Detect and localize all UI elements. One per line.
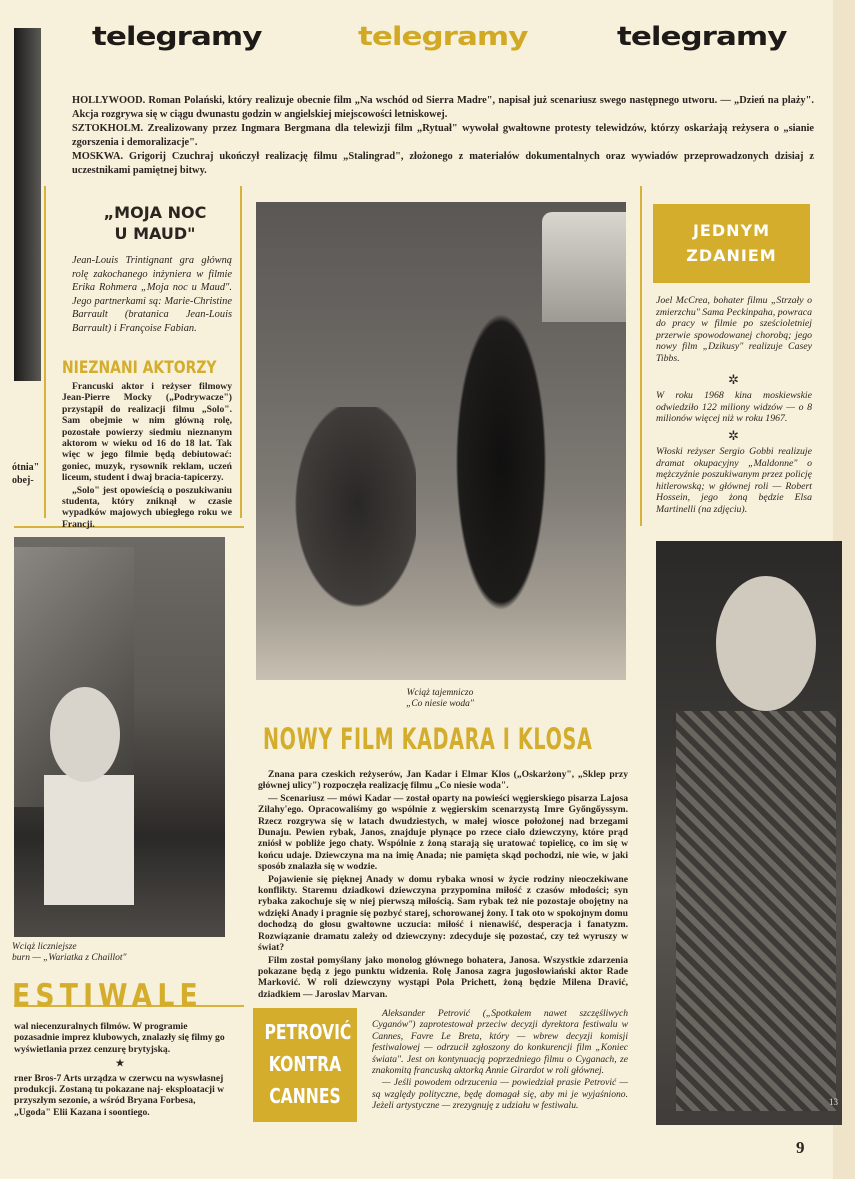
title-line: JEDNYM — [692, 221, 771, 240]
festiwale-body — [14, 1021, 226, 1118]
box-title — [264, 1016, 352, 1112]
column-divider — [640, 186, 642, 526]
column-divider — [240, 186, 242, 518]
photo-dress-shape — [676, 711, 836, 1111]
festiwale-title: ESTIWALE — [12, 978, 203, 1014]
header-label-right: telegramy — [617, 22, 787, 52]
paragraph: rner Bros-7 Arts urządza w czerwcu na wyswłasnej produkcji. Zostaną tu pokazane naj- eksploatacji w przyszłym sezonie, a wśród Bryana Forbesa, „Ugoda" Elii Kazana i soontiego. — [14, 1072, 225, 1118]
jednym-item-2: W roku 1968 kina moskiewskie odwiedziło 122 miliony widzów — o 8 milionów więcej niż w roku 1967. — [656, 390, 812, 425]
photo-shirt-shape — [44, 775, 134, 905]
paragraph: Francuski aktor i reżyser filmowy Jean-Pierre Mocky („Podrywacze") przystąpił do realizacji filmu „Solo". Sam obejmie w nim główną rolę, pozostałe powierzy siedmiu nieznanym aktorom w wieku od 16 do 18 lat. Tak więc w jego filmie będą debiutować: goniec, muzyk, rysownik reklam, uczeń liceum, student i dwaj bracia-tapicerzy. — [62, 381, 232, 484]
news-item — [72, 122, 814, 150]
news-item — [72, 150, 814, 178]
nieznani-title: NIEZNANI AKTORZY — [62, 358, 217, 378]
star-separator: ✲ — [728, 428, 739, 443]
jednym-zdaniem-box — [653, 204, 810, 283]
star-separator: ★ — [115, 1058, 125, 1070]
paragraph: Film został pomyślany jako monolog głównego bohatera, Janosa. Wszystkie zdarzenia pokazane będą z jego punktu widzenia. Rolę Janosa zagra jugosłowiański aktor Rade Marković. W roli dziewczyny wystąpi Pola Prichett, żoną będzie Milena Dravić, dziadkiem — Jaroslav Marvan. — [258, 954, 628, 1000]
left-photo — [14, 537, 225, 937]
paragraph: — Jeśli powodem odrzucenia — powiedział prasie Petrović — są względy polityczne, będę domagał się, aby mi je wyjaśniono. Jeżeli artystyczne — zrezygnuję z udziału w festiwalu. — [372, 1077, 628, 1112]
title-line: ZDANIEM — [686, 246, 777, 265]
jednym-item-3: Włoski reżyser Sergio Gobbi realizuje dramat okupacyjny „Maldonne" o mężczyźnie poszukiwanym przez policję hitlerowską; w głównej roli — Robert Hossein, jego żoną będzie Elsa Martinelli (na zdjęciu). — [656, 446, 812, 515]
news-city: SZTOKHOLM. — [72, 123, 144, 134]
clipped-line: obej- — [12, 475, 34, 486]
news-text: Zrealizowany przez Ingmara Bergmana dla telewizji film „Rytuał" wywołał gwałtowne protesty telewidzów, którzy oskarżają reżysera o „sianie zgorszenia i demoralizacje". — [72, 123, 814, 148]
moja-noc-title — [100, 202, 210, 244]
right-photo — [656, 541, 842, 1125]
paragraph: Pojawienie się pięknej Anady w domu rybaka wnosi w życie rodziny nieoczekiwane konflikty. Staremu dziadkowi dziewczyna przypomina miłość z czasów młodości; syn rybaka zakochuje się w niej pierwszą miłością. Sam rybak też nie pozostaje obojętny na wdzięki Anady i pragnie się pozbyć starej, schorowanej żony. I tak oto w spokojnym domu dochodzą do głosu gwałtowne uczucia: miłość i nienawiść, desperacja i fanatyzm. Rozwiązanie dramatu zależy od dziewczyny: zdecyduje się pozostać, czy też wyruszy w świat? — [258, 873, 628, 954]
news-city: HOLLYWOOD. — [72, 95, 146, 106]
photo-face-shape — [50, 687, 120, 782]
kadar-title: NOWY FILM KADARA I KLOSA — [263, 722, 593, 756]
page-number: 9 — [796, 1138, 805, 1157]
clipped-line: ótnia" — [12, 462, 40, 473]
paragraph: — Scenariusz — mówi Kadar — został oparty na powieści węgierskiego pisarza Lajosa Zilahy'ego. Opracowaliśmy go wspólnie z węgierskim scenarzystą Imre Győngőyssym. Rzecz rozgrywa się w latach dwudziestych, w małej wiosce położonej nad brzegami Dunaju. Pewien rybak, Janos, znajduje płynące po rzece ciało dziewczyny, które prąd zniósł w pobliże jego chaty. Wspólnie z żoną starają się uratować topielicę, co im się w końcu udaje. Dziewczyna ma na imię Anada; nie pamięta skąd pochodzi, nie wie, w jaki sposób znalazła się w wodzie. — [258, 792, 628, 873]
petrovic-box — [253, 1008, 357, 1122]
news-text: Grigorij Czuchraj ukończył realizację filmu „Stalingrad", złożonego z materiałów dokumentalnych oraz wywiadów przeprowadzonych dzisiaj z uczestnikami pamiętnej bitwy. — [72, 151, 814, 176]
title-line: KONTRA — [268, 1052, 342, 1076]
title-line: CANNES — [269, 1084, 341, 1108]
clipped-text — [12, 461, 39, 487]
news-city: MOSKWA. — [72, 151, 124, 162]
news-text: Roman Polański, który realizuje obecnie film „Na wschód od Sierra Madre", napisał już scenariusz swego następnego utworu. — „Dzień na plaży". Akcja rozgrywa się w ciągu dwunastu godzin w angielskiej miejscowości letniskowej. — [72, 95, 814, 120]
kadar-body — [258, 769, 628, 1001]
title-line: „MOJA NOC — [103, 203, 207, 222]
paragraph: „Solo" jest opowieścią o poszukiwaniu studenta, który zniknął w czasie wypadków majowych ubiegłego roku we Francji. — [62, 484, 232, 530]
moja-noc-body: Jean-Louis Trintignant gra główną rolę zakochanego inżyniera w filmie Erika Rohmera „Moja noc u Maud". Jego partnerkami są: Marie-Christine Barrault (bratanica Jean-Louis Barrault) i Françoise Fabian. — [72, 255, 232, 334]
photo-figure-woman — [446, 282, 556, 642]
caption-line: Wciąż liczniejsze — [12, 942, 77, 952]
paragraph: Aleksander Petrović („Spotkałem nawet szczęśliwych Cyganów") zaprotestował przeciw decyzji dyrektora festiwalu w Cannes, Favre Le Breta, który — wbrew decyzji komisji festiwalowej — odrzucił zgłoszony do konkurencji film „Koniec świata". Jest on kontynuacją poprzedniego filmu o Cyganach, ze znakomitą francuską aktorką Annie Girardot w roli głównej. — [372, 1008, 628, 1077]
caption-line: „Co niesie woda" — [406, 699, 474, 709]
news-item — [72, 94, 814, 122]
jednym-item-1: Joel McCrea, bohater filmu „Strzały o zmierzchu" Sama Peckinpaha, powraca do pracy w filmie po sześcioletniej przerwie spowodowanej chorobą; jego nowy film „Dzikusy" realizuje Casey Tibbs. — [656, 295, 812, 364]
main-photo-caption — [360, 688, 520, 710]
photo-figure-man — [286, 407, 416, 622]
main-photo — [256, 202, 626, 680]
caption-line: Wciąż tajemniczo — [406, 688, 474, 698]
column-divider — [44, 186, 46, 518]
paragraph: Znana para czeskich reżyserów, Jan Kadar i Elmar Klos („Oskarżony", „Sklep przy głównej ulicy") rozpoczęła realizację filmu „Co niesie woda". — [258, 769, 628, 792]
page-edge-number: 13 — [829, 1097, 838, 1107]
left-photo-caption — [12, 942, 192, 964]
caption-line: burn — „Wariatka z Chaillot" — [12, 953, 127, 963]
title-line: U MAUD" — [114, 224, 196, 243]
star-separator: ✲ — [728, 372, 739, 387]
title-line: PETROVIĆ — [264, 1020, 352, 1044]
nieznani-body — [62, 381, 232, 531]
header-label-left: telegramy — [92, 22, 262, 52]
petrovic-body — [372, 1008, 628, 1113]
photo-left-edge — [14, 28, 41, 381]
telegram-news — [72, 94, 814, 178]
header-label-center: telegramy — [358, 22, 528, 52]
box-title — [653, 218, 810, 268]
photo-face-shape — [716, 576, 816, 711]
paragraph: wal niecenzuralnych filmów. W programie pozasadnie imprez klubowych, znalazły się filmy go wyświetlania przez cenzurę brytyjską. — [14, 1021, 225, 1055]
